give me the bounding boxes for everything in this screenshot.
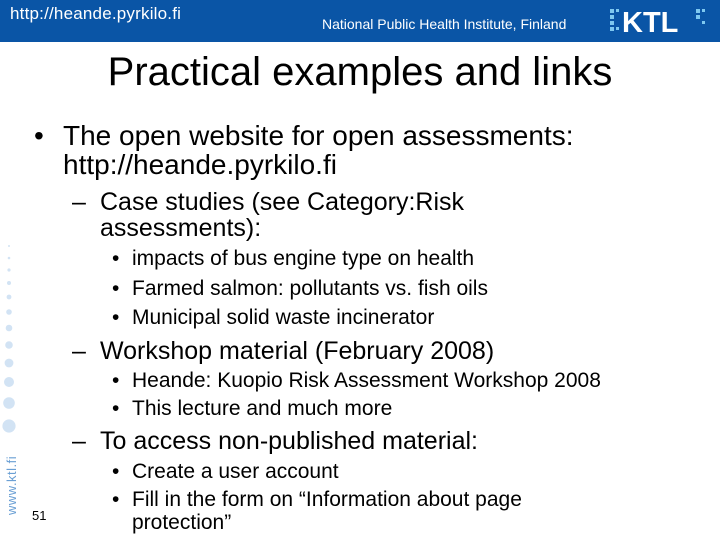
bullet-dot: • [112,488,120,511]
organization-name: National Public Health Institute, Finland [322,16,567,32]
main-bullet-line1: The open website for open assessments: [63,120,574,151]
workshop-item: Heande: Kuopio Risk Assessment Workshop 2008 [132,369,601,392]
slide-title: Practical examples and links [107,50,613,94]
bullet-dot: • [112,277,120,300]
header-url[interactable]: http://heande.pyrkilo.fi [10,4,182,23]
case-study-item: Farmed salmon: pollutants vs. fish oils [132,277,488,300]
side-url: www.ktl.fi [4,455,19,515]
bullet-dot: • [112,369,120,392]
dash-mark: – [72,427,86,455]
case-studies-line1: Case studies (see Category:Risk [100,188,465,216]
dash-mark: – [72,337,86,365]
ktl-logo [608,6,708,36]
case-study-item: impacts of bus engine type on health [132,247,475,270]
logo-text: KTL [622,7,679,36]
main-bullet-url[interactable]: http://heande.pyrkilo.fi [63,149,337,180]
access-label: To access non-published material: [100,427,478,455]
bullet-dot: • [112,247,120,270]
bullet-dot: • [112,460,120,483]
access-item: Fill in the form on “Information about page [132,488,522,511]
page-number: 51 [32,508,47,523]
bullet-dot: • [112,397,120,420]
bullet-dot: • [112,306,120,329]
bullet-dot: • [34,120,44,151]
case-study-item: Municipal solid waste incinerator [132,306,435,329]
access-item-continued: protection” [132,511,232,534]
header-bar [0,0,720,42]
case-studies-line2: assessments): [100,214,262,242]
dash-mark: – [72,188,86,216]
workshop-item: This lecture and much more [132,397,393,420]
workshop-label: Workshop material (February 2008) [100,337,495,365]
access-item: Create a user account [132,460,339,483]
